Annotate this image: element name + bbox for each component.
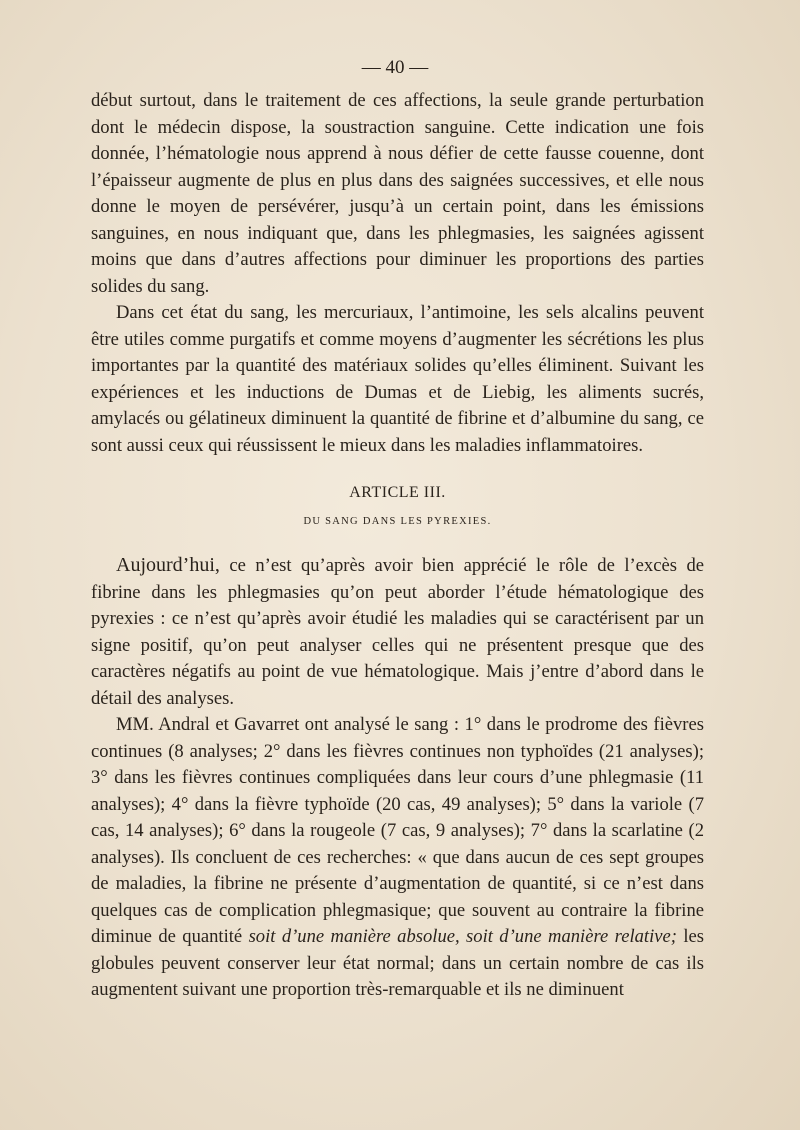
body-text xyxy=(91,88,704,1004)
paragraph: Dans cet état du sang, les mercuriaux, l’antimoine, les sels alcalins peuvent être utiles comme purgatifs et comme moyens d’augmenter les sécrétions les plus importantes par la quantité des matériaux solides qu’elles éliminent. Suivant les expériences et les inductions de Dumas et de Liebig, les aliments sucrés, amylacés ou gélatineux diminuent la quantité de fibrine et d’albumine du sang, ce sont aussi ceux qui réussissent le mieux dans les maladies inflammatoires. xyxy=(91,302,704,456)
paragraph-text: les globules peuvent conserver leur état normal; dans un certain nombre de cas ils augmentent suivant une proportion très-remarquable et ils ne diminuent xyxy=(91,926,704,1000)
paragraph-text: ce n’est qu’après avoir bien apprécié le rôle de l’excès de fibrine dans les phlegmasies qu’on peut aborder l’étude hématologique des pyrexies : ce n’est qu’après avoir étudié les maladies qui se caractérisent par un signe positif, qu’on peut analyser celles qui ne présentent presque que des caractères négatifs au point de vue hématologique. Mais j’entre d’abord dans le détail des analyses. xyxy=(91,555,704,709)
article-subtitle: DU SANG DANS LES PYREXIES. xyxy=(303,516,492,527)
paragraph-text: MM. Andral et Gavarret ont analysé le sang : 1° dans le prodrome des fièvres continues (8 analyses; 2° dans les fièvres continues non typhoïdes (21 analyses); 3° dans les fièvres continues compliquées dans leur cours d’une phlegmasie (11 analyses); 4° dans la fièvre typhoïde (20 cas, 49 analyses); 5° dans la variole (7 cas, 14 analyses); 6° dans la rougeole (7 cas, 9 analyses); 7° dans la scarlatine (2 analyses). Ils concluent de ces recherches: « que dans aucun de ces sept groupes de maladies, la fibrine ne présente d’augmentation de quantité, si ce n’est dans quelques cas de complication phlegmasique; que souvent au contraire la fibrine diminue de quantité xyxy=(91,714,704,947)
paragraph xyxy=(91,552,704,712)
italic-phrase: soit d’une manière absolue, soit d’une manière relative; xyxy=(248,926,677,947)
paragraph xyxy=(91,712,704,1004)
paragraph: début surtout, dans le traitement de ces affections, la seule grande perturbation dont le médecin dispose, la soustraction sanguine. Cette indication une fois donnée, l’hématologie nous apprend à nous défier de cette fausse couenne, dont l’épaisseur augmente de plus en plus dans des saignées successives, et elle nous donne le moyen de persévérer, jusqu’à un certain point, dans les émissions sanguines, en nous indiquant que, dans les phlegmasies, les saignées agissent moins que dans d’autres affections pour diminuer les proportions des parties solides du sang. xyxy=(91,90,704,297)
paragraph-lead-word: Aujourd’hui, xyxy=(116,554,220,576)
article-title: ARTICLE III. xyxy=(349,484,446,501)
page-number: — 40 — xyxy=(361,57,429,78)
